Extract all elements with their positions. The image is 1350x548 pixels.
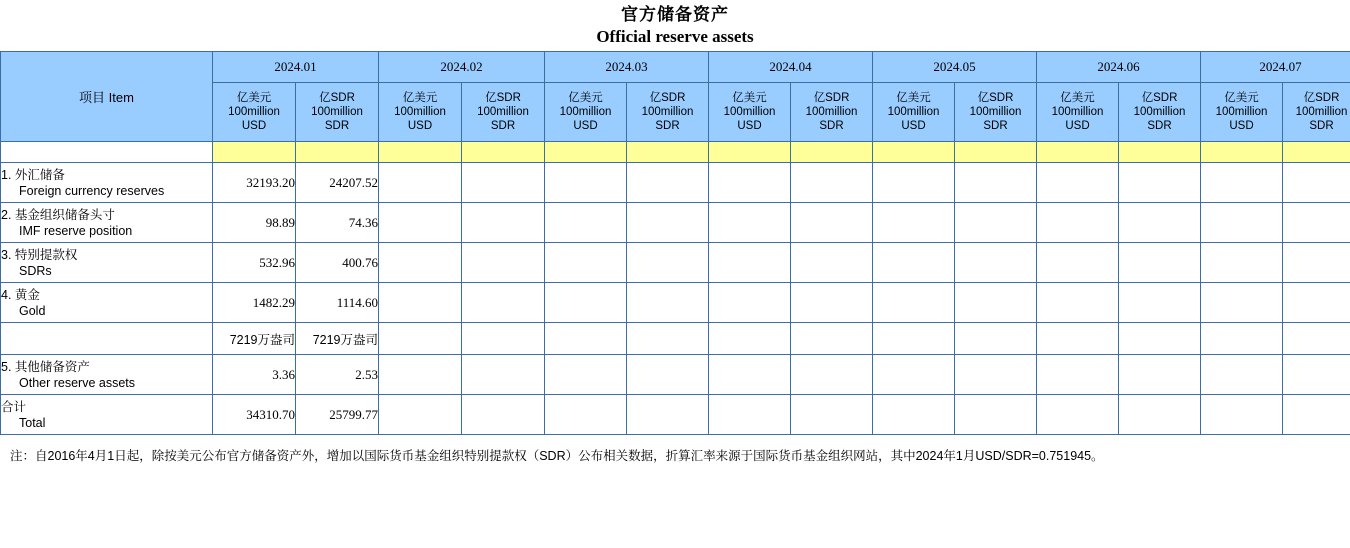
cell-usd-2024-01: 34310.70 (213, 395, 296, 435)
cell-sdr-2024-02 (462, 203, 545, 243)
column-header-month-3: 2024.03 (545, 52, 709, 83)
unit-label-en1: 100million (311, 106, 363, 118)
cell-usd-2024-07 (1201, 243, 1283, 283)
cell-usd-2024-06 (1037, 355, 1119, 395)
cell-sdr-2024-05 (955, 395, 1037, 435)
unit-label-en1: 100million (394, 106, 446, 118)
unit-label-en1: 100million (969, 106, 1022, 118)
unit-header-usd-1 (213, 83, 296, 142)
unit-label-en1: 100million (887, 106, 940, 118)
spacer-cell (873, 142, 955, 163)
unit-label-en2: SDR (983, 120, 1008, 132)
cell-usd-2024-03 (545, 243, 627, 283)
unit-label-en2: USD (407, 120, 433, 132)
row-label-en: Foreign currency reserves (19, 183, 165, 198)
row-label-cn: 2. 基金组织储备头寸 (1, 207, 115, 222)
row-label-cn: 3. 特别提款权 (1, 247, 78, 262)
table-row (1, 203, 1350, 243)
unit-label-cn: 亿美元 (402, 92, 438, 104)
cell-usd-2024-02 (379, 283, 462, 323)
unit-header-sdr-5 (955, 83, 1037, 142)
unit-label-cn: 亿美元 (732, 92, 767, 104)
unit-label-en2: USD (1065, 120, 1090, 132)
table-row (1, 355, 1350, 395)
column-header-month-2: 2024.02 (379, 52, 545, 83)
table-row (1, 163, 1350, 203)
cell-sdr-2024-01: 25799.77 (296, 395, 379, 435)
cell-usd-2024-05 (873, 355, 955, 395)
unit-label-en1: 100million (1051, 106, 1104, 118)
cell-sdr-2024-04 (791, 323, 873, 355)
cell-sdr-2024-03 (627, 243, 709, 283)
cell-sdr-2024-04 (791, 163, 873, 203)
cell-usd-2024-01: 1482.29 (213, 283, 296, 323)
cell-usd-2024-05 (873, 243, 955, 283)
page-title-en: Official reserve assets (596, 27, 754, 46)
table-header-months (1, 52, 1350, 83)
unit-label-en2: SDR (1309, 120, 1334, 132)
unit-header-usd-5 (873, 83, 955, 142)
cell-sdr-2024-01: 400.76 (296, 243, 379, 283)
cell-usd-2024-05 (873, 163, 955, 203)
unit-header-sdr-2 (462, 83, 545, 142)
unit-label-cn: 亿SDR (319, 92, 355, 104)
cell-usd-2024-04 (709, 283, 791, 323)
cell-sdr-2024-05 (955, 283, 1037, 323)
spacer-cell (1037, 142, 1119, 163)
unit-label-en2: USD (901, 120, 926, 132)
cell-sdr-2024-04 (791, 243, 873, 283)
unit-label-en1: 100million (805, 106, 858, 118)
cell-sdr-2024-01: 2.53 (296, 355, 379, 395)
official-reserve-assets-table (0, 51, 1350, 435)
cell-sdr-2024-03 (627, 395, 709, 435)
cell-usd-2024-02 (379, 243, 462, 283)
cell-usd-2024-03 (545, 203, 627, 243)
cell-usd-2024-04 (709, 163, 791, 203)
row-label-en: Total (19, 415, 46, 430)
unit-label-cn: 亿SDR (1303, 92, 1340, 104)
row-label-cn: 4. 黄金 (1, 287, 40, 302)
cell-sdr-2024-02 (462, 243, 545, 283)
spacer-row (1, 142, 1350, 163)
spacer-cell (462, 142, 545, 163)
cell-sdr-2024-07 (1283, 323, 1350, 355)
page-title-cn: 官方储备资产 (621, 5, 729, 24)
unit-header-sdr-1 (296, 83, 379, 142)
row-label-cn: 合计 (1, 399, 27, 414)
unit-header-usd-6 (1037, 83, 1119, 142)
cell-usd-2024-04 (709, 395, 791, 435)
cell-sdr-2024-03 (627, 323, 709, 355)
cell-sdr-2024-05 (955, 323, 1037, 355)
cell-usd-2024-06 (1037, 395, 1119, 435)
cell-usd-2024-02 (379, 395, 462, 435)
spacer-cell (545, 142, 627, 163)
cell-sdr-2024-05 (955, 355, 1037, 395)
cell-sdr-2024-06 (1119, 203, 1201, 243)
spacer-cell (296, 142, 379, 163)
unit-label-en2: SDR (1147, 120, 1172, 132)
spacer-cell-item (1, 142, 213, 163)
cell-sdr-2024-02 (462, 323, 545, 355)
cell-usd-2024-01: 7219万盎司 (213, 323, 296, 355)
cell-sdr-2024-02 (462, 283, 545, 323)
cell-usd-2024-06 (1037, 283, 1119, 323)
cell-sdr-2024-07 (1283, 163, 1350, 203)
unit-label-cn: 亿美元 (568, 92, 603, 104)
cell-sdr-2024-01: 24207.52 (296, 163, 379, 203)
cell-sdr-2024-07 (1283, 395, 1350, 435)
row-label-total (1, 395, 213, 435)
cell-sdr-2024-01: 1114.60 (296, 283, 379, 323)
unit-header-usd-7 (1201, 83, 1283, 142)
unit-label-cn: 亿SDR (813, 92, 850, 104)
cell-usd-2024-04 (709, 323, 791, 355)
cell-sdr-2024-03 (627, 355, 709, 395)
table-row-total (1, 395, 1350, 435)
unit-label-en1: 100million (723, 106, 776, 118)
cell-usd-2024-05 (873, 203, 955, 243)
unit-label-en1: 100million (559, 106, 612, 118)
unit-label-cn: 亿SDR (649, 92, 686, 104)
cell-usd-2024-06 (1037, 323, 1119, 355)
cell-sdr-2024-07 (1283, 355, 1350, 395)
unit-label-cn: 亿美元 (236, 92, 272, 104)
cell-usd-2024-03 (545, 283, 627, 323)
cell-usd-2024-01: 32193.20 (213, 163, 296, 203)
row-label-sdrs (1, 243, 213, 283)
cell-sdr-2024-05 (955, 163, 1037, 203)
row-label-en: IMF reserve position (19, 223, 133, 238)
unit-label-en2: USD (241, 120, 267, 132)
unit-label-en2: USD (573, 120, 598, 132)
unit-label-en1: 100million (477, 106, 529, 118)
table-row-gold-ounces (1, 323, 1350, 355)
cell-sdr-2024-05 (955, 243, 1037, 283)
unit-label-en2: SDR (655, 120, 680, 132)
column-header-month-1: 2024.01 (213, 52, 379, 83)
cell-usd-2024-04 (709, 355, 791, 395)
spacer-cell (791, 142, 873, 163)
cell-sdr-2024-06 (1119, 163, 1201, 203)
cell-sdr-2024-05 (955, 203, 1037, 243)
row-label-foreign-currency-reserves (1, 163, 213, 203)
row-label-gold (1, 283, 213, 323)
cell-sdr-2024-07 (1283, 283, 1350, 323)
column-header-item: 项目 Item (1, 52, 213, 142)
cell-sdr-2024-04 (791, 203, 873, 243)
spacer-cell (1201, 142, 1283, 163)
cell-sdr-2024-06 (1119, 355, 1201, 395)
cell-sdr-2024-01: 74.36 (296, 203, 379, 243)
cell-usd-2024-07 (1201, 283, 1283, 323)
cell-sdr-2024-07 (1283, 203, 1350, 243)
cell-usd-2024-07 (1201, 163, 1283, 203)
cell-usd-2024-07 (1201, 395, 1283, 435)
cell-usd-2024-04 (709, 203, 791, 243)
unit-label-en2: SDR (324, 120, 350, 132)
cell-usd-2024-03 (545, 323, 627, 355)
unit-label-en1: 100million (1295, 106, 1348, 118)
cell-usd-2024-03 (545, 163, 627, 203)
cell-sdr-2024-04 (791, 283, 873, 323)
cell-sdr-2024-04 (791, 355, 873, 395)
cell-usd-2024-03 (545, 395, 627, 435)
spacer-cell (709, 142, 791, 163)
unit-label-cn: 亿SDR (485, 92, 521, 104)
row-label-imf-reserve-position (1, 203, 213, 243)
cell-usd-2024-02 (379, 203, 462, 243)
unit-label-en2: USD (737, 120, 762, 132)
cell-usd-2024-06 (1037, 163, 1119, 203)
cell-usd-2024-07 (1201, 323, 1283, 355)
unit-label-cn: 亿SDR (1141, 92, 1178, 104)
cell-sdr-2024-02 (462, 163, 545, 203)
cell-sdr-2024-04 (791, 395, 873, 435)
row-label-en: SDRs (19, 263, 52, 278)
cell-usd-2024-07 (1201, 355, 1283, 395)
cell-usd-2024-03 (545, 355, 627, 395)
unit-header-sdr-6 (1119, 83, 1201, 142)
cell-sdr-2024-03 (627, 283, 709, 323)
unit-header-sdr-3 (627, 83, 709, 142)
cell-usd-2024-05 (873, 323, 955, 355)
row-label-cn: 1. 外汇储备 (1, 167, 65, 182)
cell-sdr-2024-02 (462, 355, 545, 395)
row-label-en: Other reserve assets (19, 375, 136, 390)
unit-header-sdr-7 (1283, 83, 1350, 142)
cell-sdr-2024-06 (1119, 395, 1201, 435)
cell-sdr-2024-06 (1119, 243, 1201, 283)
cell-usd-2024-01: 3.36 (213, 355, 296, 395)
cell-sdr-2024-06 (1119, 323, 1201, 355)
cell-usd-2024-02 (379, 323, 462, 355)
cell-usd-2024-01: 98.89 (213, 203, 296, 243)
cell-sdr-2024-07 (1283, 243, 1350, 283)
row-label-en: Gold (19, 303, 46, 318)
table-row (1, 283, 1350, 323)
row-label-other-reserve-assets (1, 355, 213, 395)
cell-usd-2024-02 (379, 163, 462, 203)
unit-header-usd-3 (545, 83, 627, 142)
cell-sdr-2024-03 (627, 203, 709, 243)
spacer-cell (627, 142, 709, 163)
row-label-gold-ounces (1, 323, 213, 355)
unit-label-en2: SDR (819, 120, 844, 132)
title-block (0, 0, 1350, 51)
unit-label-cn: 亿美元 (1060, 92, 1095, 104)
cell-sdr-2024-03 (627, 163, 709, 203)
spacer-cell (379, 142, 462, 163)
unit-label-en2: USD (1229, 120, 1254, 132)
cell-usd-2024-06 (1037, 203, 1119, 243)
spacer-cell (1119, 142, 1201, 163)
cell-usd-2024-05 (873, 395, 955, 435)
column-header-month-7: 2024.07 (1201, 52, 1350, 83)
unit-header-usd-2 (379, 83, 462, 142)
unit-label-en1: 100million (1133, 106, 1186, 118)
table-row (1, 243, 1350, 283)
spacer-cell (955, 142, 1037, 163)
cell-sdr-2024-06 (1119, 283, 1201, 323)
unit-label-cn: 亿美元 (1224, 92, 1259, 104)
cell-usd-2024-06 (1037, 243, 1119, 283)
row-label-cn: 5. 其他储备资产 (1, 359, 90, 374)
unit-header-usd-4 (709, 83, 791, 142)
unit-label-en1: 100million (641, 106, 694, 118)
cell-usd-2024-05 (873, 283, 955, 323)
spacer-cell (1283, 142, 1350, 163)
cell-sdr-2024-02 (462, 395, 545, 435)
cell-usd-2024-01: 532.96 (213, 243, 296, 283)
column-header-month-6: 2024.06 (1037, 52, 1201, 83)
unit-label-cn: 亿SDR (977, 92, 1014, 104)
unit-label-en1: 100million (228, 106, 280, 118)
cell-usd-2024-04 (709, 243, 791, 283)
unit-label-cn: 亿美元 (896, 92, 931, 104)
cell-usd-2024-07 (1201, 203, 1283, 243)
spacer-cell (213, 142, 296, 163)
unit-header-sdr-4 (791, 83, 873, 142)
column-header-month-5: 2024.05 (873, 52, 1037, 83)
column-header-month-4: 2024.04 (709, 52, 873, 83)
cell-usd-2024-02 (379, 355, 462, 395)
unit-label-en2: SDR (490, 120, 516, 132)
cell-sdr-2024-01: 7219万盎司 (296, 323, 379, 355)
unit-label-en1: 100million (1215, 106, 1268, 118)
table-footnote: 注：自2016年4月1日起，除按美元公布官方储备资产外，增加以国际货币基金组织特别提款权（SDR）公布相关数据，折算汇率来源于国际货币基金组织网站，其中2024年1月USD/SDR=0.751945。 (10, 449, 1104, 463)
